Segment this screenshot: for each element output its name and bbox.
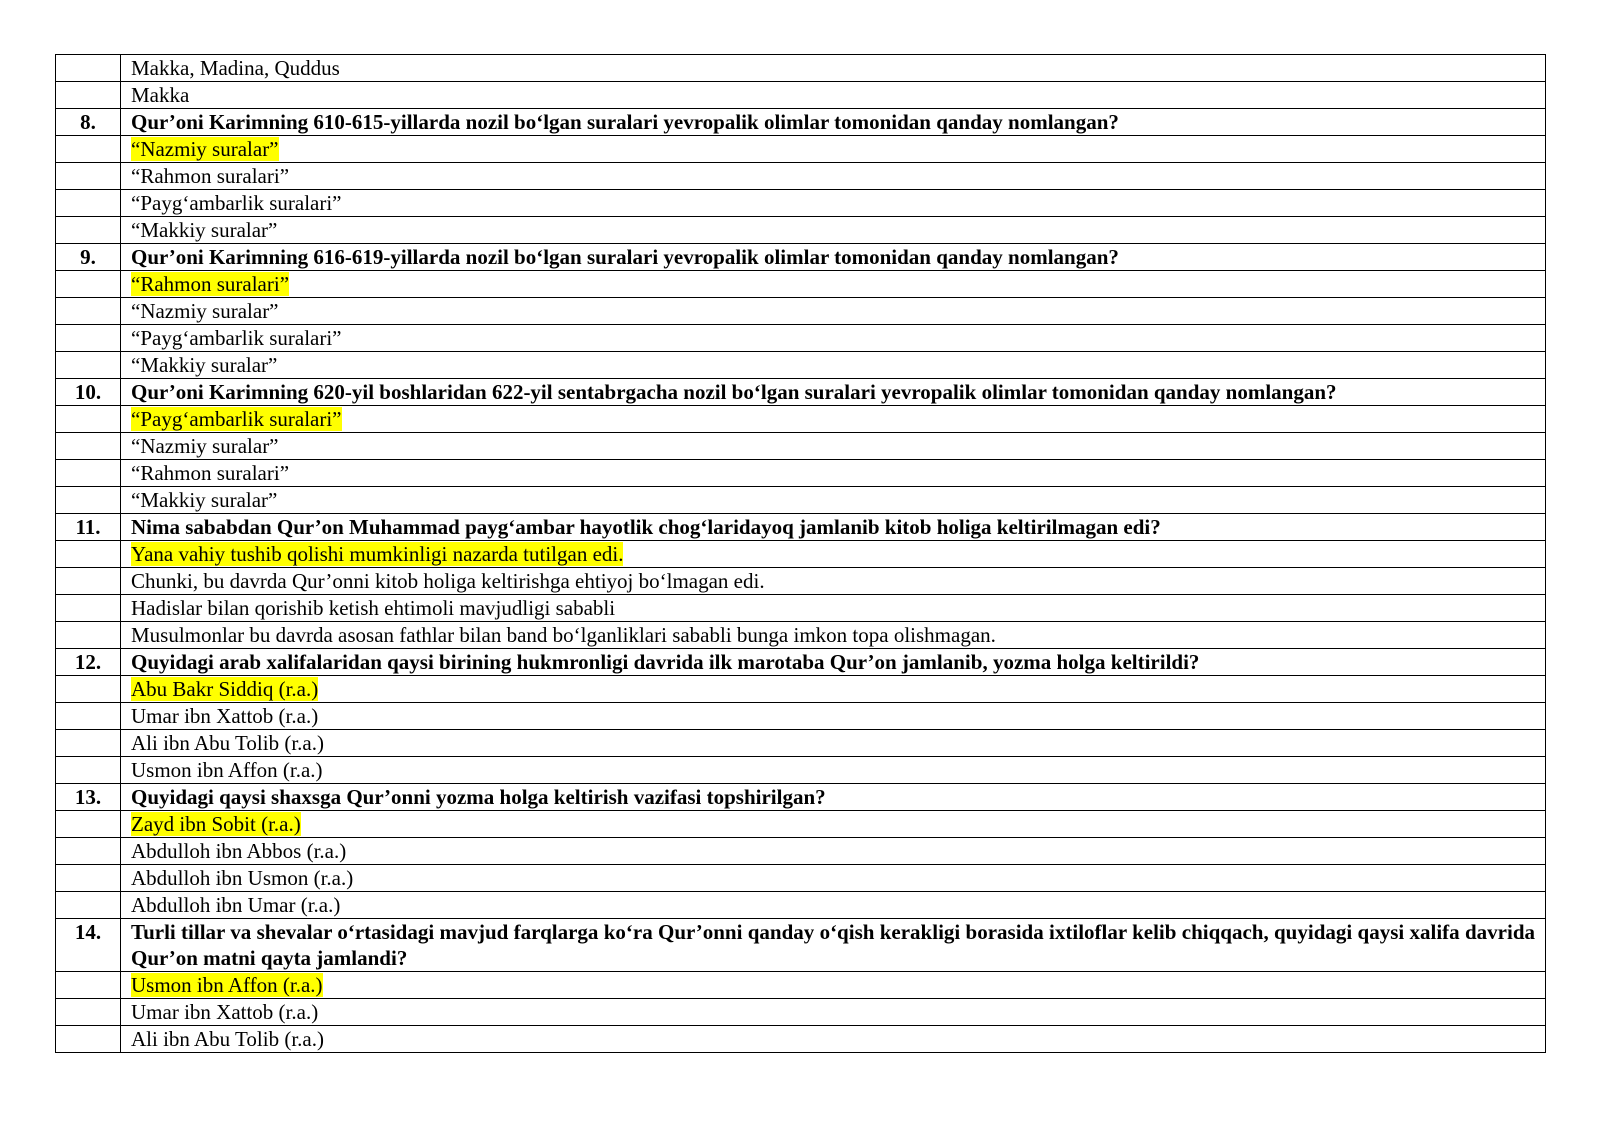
answer-option-cell [121, 595, 1546, 622]
answer-option-cell [121, 433, 1546, 460]
question-text-cell [121, 784, 1546, 811]
quiz-table-body [56, 55, 1546, 1053]
answer-option-row [56, 487, 1546, 514]
question-number [56, 190, 121, 217]
answer-option-text: Abdulloh ibn Umar (r.a.) [131, 893, 341, 917]
answer-option-row [56, 568, 1546, 595]
question-row [56, 784, 1546, 811]
answer-option-cell [121, 622, 1546, 649]
question-number: 8. [56, 109, 121, 136]
answer-option-cell [121, 82, 1546, 109]
answer-option-cell [121, 541, 1546, 568]
question-number [56, 217, 121, 244]
question-number: 14. [56, 919, 121, 972]
question-number [56, 676, 121, 703]
question-text: Quyidagi arab xalifalaridan qaysi birining hukmronligi davrida ilk marotaba Qur’on jamlanib, yozma holga keltirildi? [131, 650, 1200, 674]
question-text: Nima sababdan Qur’on Muhammad payg‘ambar hayotlik chog‘laridayoq jamlanib kitob holiga keltirilmagan edi? [131, 515, 1161, 539]
question-text-cell [121, 109, 1546, 136]
correct-answer-text: Abu Bakr Siddiq (r.a.) [131, 677, 319, 701]
answer-option-cell [121, 325, 1546, 352]
answer-option-cell [121, 190, 1546, 217]
answer-option-row [56, 865, 1546, 892]
answer-option-row [56, 433, 1546, 460]
question-number [56, 298, 121, 325]
answer-option-text: “Payg‘ambarlik suralari” [131, 191, 342, 215]
answer-option-text: “Makkiy suralar” [131, 218, 278, 242]
correct-answer-text: “Rahmon suralari” [131, 272, 290, 296]
answer-option-text: Chunki, bu davrda Qur’onni kitob holiga keltirishga ehtiyoj bo‘lmagan edi. [131, 569, 765, 593]
answer-option-text: “Payg‘ambarlik suralari” [131, 326, 342, 350]
answer-option-cell [121, 757, 1546, 784]
question-text-cell [121, 244, 1546, 271]
answer-option-row [56, 730, 1546, 757]
answer-option-row [56, 298, 1546, 325]
question-number [56, 163, 121, 190]
answer-option-row [56, 838, 1546, 865]
answer-option-cell [121, 217, 1546, 244]
answer-option-cell [121, 811, 1546, 838]
question-number [56, 865, 121, 892]
answer-option-cell [121, 460, 1546, 487]
question-number [56, 595, 121, 622]
answer-option-text: Umar ibn Xattob (r.a.) [131, 1000, 319, 1024]
question-row [56, 244, 1546, 271]
question-number [56, 892, 121, 919]
answer-option-text: Umar ibn Xattob (r.a.) [131, 704, 319, 728]
answer-option-row [56, 82, 1546, 109]
question-number [56, 136, 121, 163]
correct-answer-text: Yana vahiy tushib qolishi mumkinligi nazarda tutilgan edi. [131, 542, 624, 566]
question-row [56, 649, 1546, 676]
question-number [56, 406, 121, 433]
answer-option-text: Abdulloh ibn Abbos (r.a.) [131, 839, 347, 863]
question-row [56, 109, 1546, 136]
answer-option-row [56, 972, 1546, 999]
answer-option-cell [121, 865, 1546, 892]
answer-option-text: “Rahmon suralari” [131, 164, 290, 188]
answer-option-text: Ali ibn Abu Tolib (r.a.) [131, 1027, 324, 1051]
question-number [56, 487, 121, 514]
answer-option-text: “Nazmiy suralar” [131, 299, 279, 323]
answer-option-row [56, 352, 1546, 379]
answer-option-row [56, 163, 1546, 190]
question-text: Turli tillar va shevalar o‘rtasidagi mavjud farqlarga ko‘ra Qur’onni qanday o‘qish kerakligi borasida ixtiloflar kelib chiqqach, quyidagi qaysi xalifa davrida Qur’on matni qayta jamlandi? [131, 920, 1535, 970]
question-number [56, 972, 121, 999]
answer-option-cell [121, 163, 1546, 190]
answer-option-cell [121, 352, 1546, 379]
answer-option-row [56, 271, 1546, 298]
answer-option-cell [121, 676, 1546, 703]
answer-option-cell [121, 55, 1546, 82]
question-row [56, 514, 1546, 541]
question-number [56, 811, 121, 838]
question-number [56, 1026, 121, 1053]
answer-option-cell [121, 972, 1546, 999]
answer-option-text: “Rahmon suralari” [131, 461, 290, 485]
correct-answer-text: “Payg‘ambarlik suralari” [131, 407, 342, 431]
answer-option-row [56, 757, 1546, 784]
answer-option-cell [121, 406, 1546, 433]
question-text-cell [121, 649, 1546, 676]
answer-option-row [56, 406, 1546, 433]
answer-option-text: Hadislar bilan qorishib ketish ehtimoli mavjudligi sababli [131, 596, 616, 620]
answer-option-text: Musulmonlar bu davrda asosan fathlar bilan band bo‘lganliklari sababli bunga imkon topa olishmagan. [131, 623, 996, 647]
question-number: 11. [56, 514, 121, 541]
question-text-cell [121, 919, 1546, 972]
question-row [56, 379, 1546, 406]
question-number [56, 55, 121, 82]
answer-option-text: Makka, Madina, Quddus [131, 56, 340, 80]
answer-option-cell [121, 730, 1546, 757]
question-number: 12. [56, 649, 121, 676]
answer-option-row [56, 999, 1546, 1026]
answer-option-text: Usmon ibn Affon (r.a.) [131, 758, 323, 782]
answer-option-text: Makka [131, 83, 190, 107]
answer-option-cell [121, 892, 1546, 919]
question-text: Qur’oni Karimning 620-yil boshlaridan 622-yil sentabrgacha nozil bo‘lgan suralari yevropalik olimlar tomonidan qanday nomlangan? [131, 380, 1337, 404]
question-number [56, 352, 121, 379]
answer-option-row [56, 703, 1546, 730]
answer-option-row [56, 1026, 1546, 1053]
question-number [56, 460, 121, 487]
answer-option-row [56, 217, 1546, 244]
question-number [56, 271, 121, 298]
question-number [56, 999, 121, 1026]
question-text: Qur’oni Karimning 616-619-yillarda nozil bo‘lgan suralari yevropalik olimlar tomonidan qanday nomlangan? [131, 245, 1119, 269]
question-row [56, 919, 1546, 972]
correct-answer-text: Usmon ibn Affon (r.a.) [131, 973, 323, 997]
answer-option-text: “Nazmiy suralar” [131, 434, 279, 458]
answer-option-cell [121, 568, 1546, 595]
question-number [56, 433, 121, 460]
answer-option-cell [121, 136, 1546, 163]
answer-option-row [56, 811, 1546, 838]
answer-option-cell [121, 487, 1546, 514]
question-number [56, 838, 121, 865]
question-text: Quyidagi qaysi shaxsga Qur’onni yozma holga keltirish vazifasi topshirilgan? [131, 785, 826, 809]
question-text: Qur’oni Karimning 610-615-yillarda nozil bo‘lgan suralari yevropalik olimlar tomonidan qanday nomlangan? [131, 110, 1119, 134]
question-number [56, 82, 121, 109]
answer-option-cell [121, 838, 1546, 865]
answer-option-row [56, 622, 1546, 649]
answer-option-row [56, 136, 1546, 163]
quiz-table [55, 54, 1546, 1053]
answer-option-row [56, 676, 1546, 703]
correct-answer-text: Zayd ibn Sobit (r.a.) [131, 812, 301, 836]
answer-option-text: “Makkiy suralar” [131, 488, 278, 512]
question-number: 10. [56, 379, 121, 406]
question-text-cell [121, 514, 1546, 541]
answer-option-cell [121, 703, 1546, 730]
question-number [56, 325, 121, 352]
answer-option-cell [121, 298, 1546, 325]
correct-answer-text: “Nazmiy suralar” [131, 137, 279, 161]
answer-option-row [56, 460, 1546, 487]
answer-option-cell [121, 999, 1546, 1026]
question-number [56, 730, 121, 757]
question-number [56, 703, 121, 730]
answer-option-row [56, 541, 1546, 568]
answer-option-row [56, 190, 1546, 217]
answer-option-text: Abdulloh ibn Usmon (r.a.) [131, 866, 354, 890]
answer-option-text: Ali ibn Abu Tolib (r.a.) [131, 731, 324, 755]
answer-option-cell [121, 1026, 1546, 1053]
question-text-cell [121, 379, 1546, 406]
question-number [56, 622, 121, 649]
answer-option-text: “Makkiy suralar” [131, 353, 278, 377]
answer-option-row [56, 55, 1546, 82]
answer-option-row [56, 595, 1546, 622]
question-number [56, 757, 121, 784]
answer-option-row [56, 892, 1546, 919]
question-number: 9. [56, 244, 121, 271]
question-number [56, 568, 121, 595]
question-number [56, 541, 121, 568]
answer-option-row [56, 325, 1546, 352]
question-number: 13. [56, 784, 121, 811]
answer-option-cell [121, 271, 1546, 298]
